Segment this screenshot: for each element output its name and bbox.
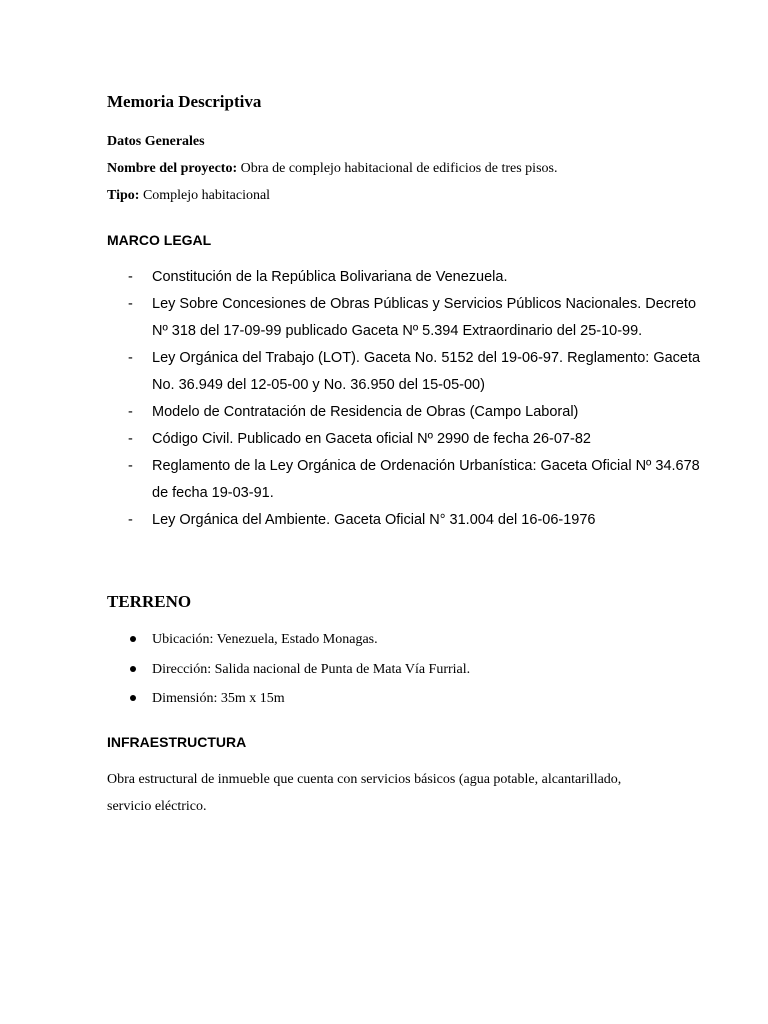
dash-marker: - <box>128 404 133 420</box>
marco-legal-list <box>107 264 707 534</box>
list-item-text: Ubicación: Venezuela, Estado Monagas. <box>152 632 378 647</box>
list-item <box>107 453 707 507</box>
project-name-label: Nombre del proyecto: <box>107 161 238 176</box>
general-data-heading <box>107 132 205 152</box>
list-item-text: Código Civil. Publicado en Gaceta oficial Nº 2990 de fecha 26-07-82 <box>152 431 591 447</box>
bullet-icon <box>130 695 136 701</box>
project-type-value: Complejo habitacional <box>139 188 271 203</box>
dash-marker: - <box>128 458 133 474</box>
list-item-text: Constitución de la República Bolivariana de Venezuela. <box>152 269 508 285</box>
bullet-icon <box>130 636 136 642</box>
bullet-icon <box>130 666 136 672</box>
list-item <box>107 426 707 453</box>
list-item <box>107 291 707 345</box>
terreno-list <box>107 625 707 714</box>
dash-marker: - <box>128 512 133 528</box>
list-item-text: Ley Sobre Concesiones de Obras Públicas y Servicios Públicos Nacionales. Decreto Nº 318 del 17-09-99 publicado Gaceta Nº 5.394 Extraordinario del 25-10-99. <box>152 296 697 339</box>
list-item-text: Ley Orgánica del Ambiente. Gaceta Oficial N° 31.004 del 16-06-1976 <box>152 512 596 528</box>
list-item <box>107 345 707 399</box>
list-item-text: Modelo de Contratación de Residencia de Obras (Campo Laboral) <box>152 404 579 420</box>
list-item-text: Dimensión: 35m x 15m <box>152 691 285 706</box>
dash-marker: - <box>128 296 133 312</box>
dash-marker: - <box>128 350 133 366</box>
project-type-label: Tipo: <box>107 188 140 203</box>
infraestructura-heading: INFRAESTRUCTURA <box>107 734 247 750</box>
list-item <box>107 264 707 291</box>
project-type-line <box>107 186 270 206</box>
document-title: Memoria Descriptiva <box>107 92 262 111</box>
infraestructura-paragraph: Obra estructural de inmueble que cuenta con servicios básicos (agua potable, alcantarillado, servicio eléctrico. <box>107 772 622 814</box>
list-item <box>107 684 707 714</box>
list-item <box>107 625 707 655</box>
dash-marker: - <box>128 431 133 447</box>
project-name-line <box>107 159 557 179</box>
list-item <box>107 507 707 534</box>
list-item-text: Dirección: Salida nacional de Punta de Mata Vía Furrial. <box>152 661 471 677</box>
terreno-heading: TERRENO <box>107 592 192 611</box>
project-name-value: Obra de complejo habitacional de edificios de tres pisos. <box>237 161 558 176</box>
list-item-text: Ley Orgánica del Trabajo (LOT). Gaceta No. 5152 del 19-06-97. Reglamento: Gaceta No. 36.949 del 12-05-00 y No. 36.950 del 15-05-00) <box>152 350 701 393</box>
list-item-text: Reglamento de la Ley Orgánica de Ordenación Urbanística: Gaceta Oficial Nº 34.678 de fecha 19-03-91. <box>152 458 700 501</box>
list-item <box>107 655 707 685</box>
marco-legal-heading: MARCO LEGAL <box>107 232 212 248</box>
list-item <box>107 399 707 426</box>
dash-marker: - <box>128 269 133 285</box>
general-data-heading-text: Datos Generales <box>107 134 205 149</box>
